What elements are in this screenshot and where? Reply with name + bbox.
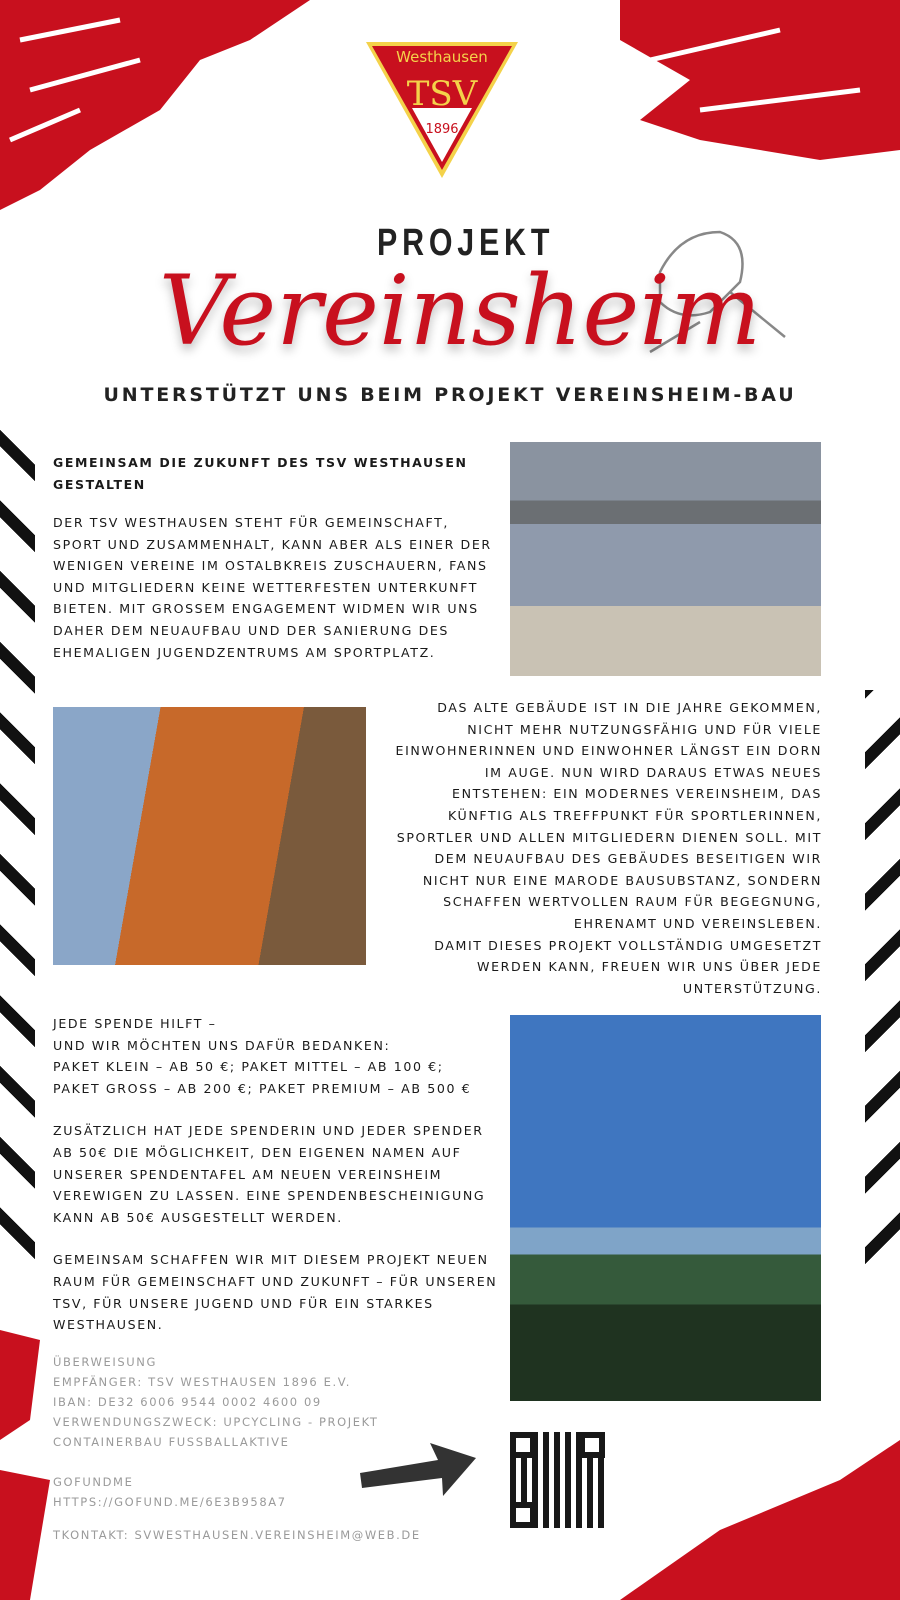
photo-crane-site [510,1015,821,1401]
bank-purpose: CONTAINERBAU FUSSBALLAKTIVE [53,1435,290,1449]
donor-board-text: ZUSÄTZLICH HAT JEDE SPENDERIN UND JEDER SPENDER AB 50€ DIE MÖGLICHKEIT, DEN EIGENEN NAMEN AUF UNSERER SPENDENTAFEL AM NEUEN VEREINSHEIM VEREWIGEN ZU LASSEN. EINE SPENDENBESCHEINIGUNG KANN AB 50€ AUSGESTELLT WERDEN. [53,1123,486,1225]
building-paragraph [385,697,822,999]
bank-recipient: EMPFÄNGER: TSV WESTHAUSEN 1896 E.V. [53,1375,351,1389]
donation-paragraph [53,1013,498,1336]
section-heading: GEMEINSAM DIE ZUKUNFT DES TSV WESTHAUSEN GESTALTEN [53,455,468,492]
contact-email[interactable]: TKONTAKT: SVWESTHAUSEN.VEREINSHEIM@WEB.DE [53,1528,421,1542]
donation-line: JEDE SPENDE HILFT – [53,1016,217,1031]
support-text: DAMIT DIESES PROJEKT VOLLSTÄNDIG UMGESETZT WERDEN KANN, FREUEN WIR UNS ÜBER JEDE UNTERSTÜTZUNG. [434,937,822,996]
subtitle: UNTERSTÜTZT UNS BEIM PROJEKT VEREINSHEIM-BAU [103,384,797,406]
arrow-right-icon [358,1438,478,1498]
gofundme-link[interactable]: HTTPS://GOFUND.ME/6E3B958A7 [53,1495,287,1509]
closing-text: GEMEINSAM SCHAFFEN WIR MIT DIESEM PROJEKT NEUEN RAUM FÜR GEMEINSCHAFT UND ZUKUNFT – FÜR UNSEREN TSV, FÜR UNSERE JUGEND UND FÜR EIN STARKES WESTHAUSEN. [53,1252,498,1333]
logo-letters: TSV [406,74,478,114]
building-text: DAS ALTE GEBÄUDE IST IN DIE JAHRE GEKOMMEN, NICHT MEHR NUTZUNGSFÄHIG UND FÜR VIELE EINWOHNERINNEN UND EINWOHNER LÄNGST EIN DORN IM AUGE. NUN WIRD DARAUS ETWAS NEUES ENTSTEHEN: EIN MODERNES VEREINSHEIM, DAS KÜNFTIG ALS TREFFPUNKT FÜR SPORTLERINNEN, SPORTLER UND ALLEN MITGLIEDERN DIENEN SOLL. MIT DEM NEUAUFBAU DES GEBÄUDES BESEITIGEN WIR NICHT NUR EINE MARODE BAUSUBSTANZ, SONDERN SCHAFFEN WERTVOLLEN RAUM FÜR BEGEGNUNG, EHRENAMT UND VEREINSLEBEN. [395,700,822,931]
title-kicker: PROJEKT [377,222,555,264]
logo-year: 1896 [425,122,459,137]
title-script: Vereinsheim [158,255,762,367]
intro-paragraph: DER TSV WESTHAUSEN STEHT FÜR GEMEINSCHAFT, SPORT UND ZUSAMMENHALT, KANN ABER ALS EINER DER WENIGEN VEREINE IM OSTALBKREIS ZUSCHAUERN, FANS UND MITGLIEDERN KEINE WETTERFESTEN UNTERKUNFT BIETEN. MIT GROSSEM ENGAGEMENT WIDMEN WIR UNS DAHER DEM NEUAUFBAU UND DER SANIERUNG DES EHEMALIGEN JUGENDZENTRUMS AM SPORTPLATZ. [53,515,492,660]
bank-iban: IBAN: DE32 6006 9544 0002 4600 09 [53,1395,322,1409]
package-line: PAKET KLEIN – AB 50 €; PAKET MITTEL – AB 100 €; [53,1059,444,1075]
donation-line: UND WIR MÖCHTEN UNS DAFÜR BEDANKEN: [53,1037,391,1053]
gofundme-title: GOFUNDME [53,1475,134,1489]
bank-title: ÜBERWEISUNG [53,1355,157,1369]
qr-code[interactable] [510,1432,605,1528]
bank-purpose: VERWENDUNGSZWECK: UPCYCLING - PROJEKT [53,1415,379,1429]
hazard-stripes-left [0,415,35,1275]
hazard-stripes-right [865,690,900,1280]
photo-renovation [53,707,366,965]
photo-container-building [510,442,821,676]
logo-name: Westhausen [396,48,488,66]
package-line: PAKET GROSS – AB 200 €; PAKET PREMIUM – AB 500 € [53,1080,472,1096]
club-logo [362,38,522,180]
